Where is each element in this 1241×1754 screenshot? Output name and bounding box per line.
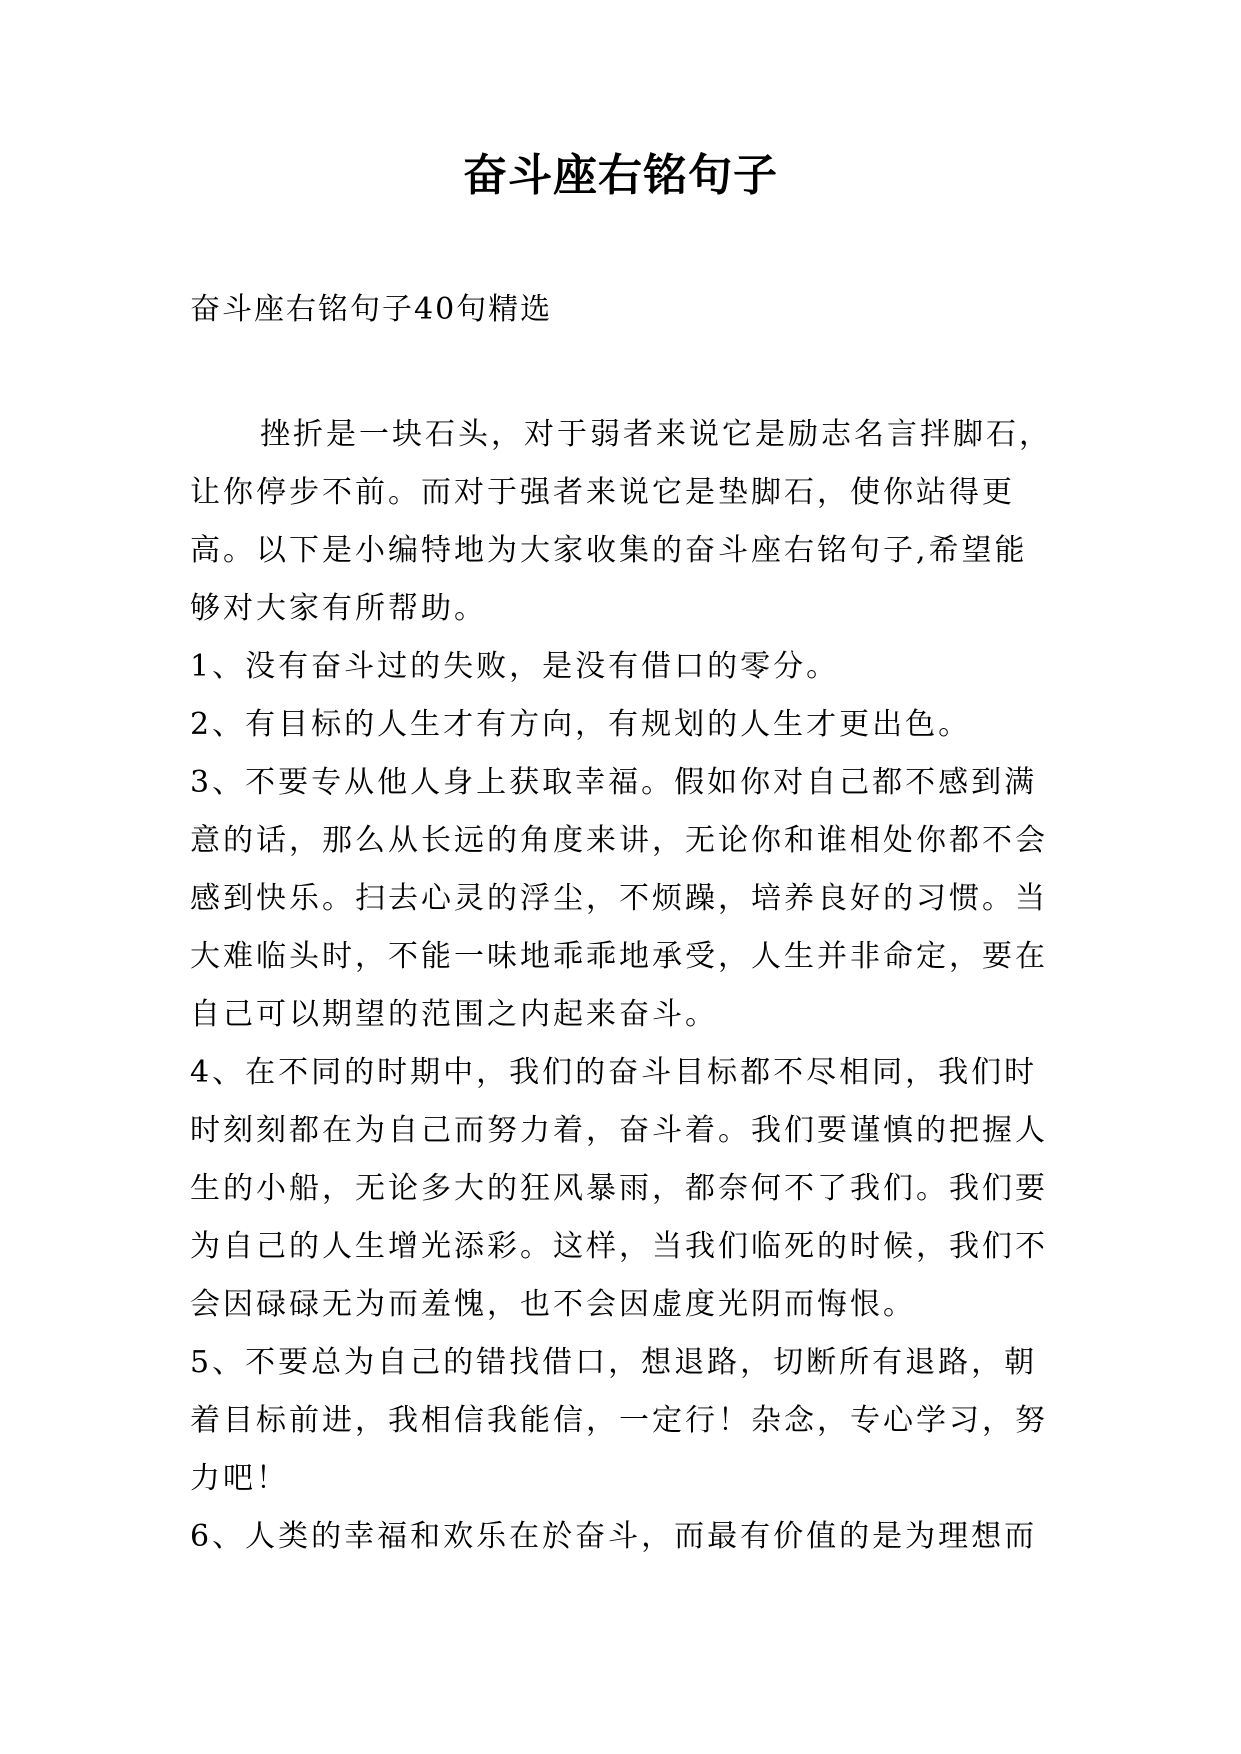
list-item: 4、在不同的时期中，我们的奋斗目标都不尽相同，我们时时刻刻都在为自己而努力着，奋斗着。我们要谨慎的把握人生的小船，无论多大的狂风暴雨，都奈何不了我们。我们要为自己的人生增光添彩。这样，当我们临死的时候，我们不会因碌碌无为而羞愧，也不会因虚度光阴而悔恨。 — [190, 1055, 1048, 1322]
list-item: 5、不要总为自己的错找借口，想退路，切断所有退路，朝着目标前进，我相信我能信，一定行！杂念，专心学习，努力吧！ — [190, 1345, 1048, 1496]
list-item: 6、人类的幸福和欢乐在於奋斗，而最有价值的是为理想而 — [190, 1519, 1038, 1554]
document-title: 奋斗座右铭句子 — [463, 150, 778, 201]
intro-paragraph: 挫折是一块石头，对于弱者来说它是励志名言拌脚石，让你停步不前。而对于强者来说它是垫脚石，使你站得更高。以下是小编特地为大家收集的奋斗座右铭句子,希望能够对大家有所帮助。 — [190, 417, 1052, 626]
list-item: 1、没有奋斗过的失败，是没有借口的零分。 — [190, 649, 840, 684]
document-body — [190, 406, 1060, 1566]
list-item: 2、有目标的人生才有方向，有规划的人生才更出色。 — [190, 707, 972, 742]
document-subtitle: 奋斗座右铭句子40句精选 — [190, 292, 553, 327]
list-item: 3、不要专从他人身上获取幸福。假如你对自己都不感到满意的话，那么从长远的角度来讲，无论你和谁相处你都不会感到快乐。扫去心灵的浮尘，不烦躁，培养良好的习惯。当大难临头时，不能一味地乖乖地承受，人生并非命定，要在自己可以期望的范围之内起来奋斗。 — [190, 765, 1048, 1032]
